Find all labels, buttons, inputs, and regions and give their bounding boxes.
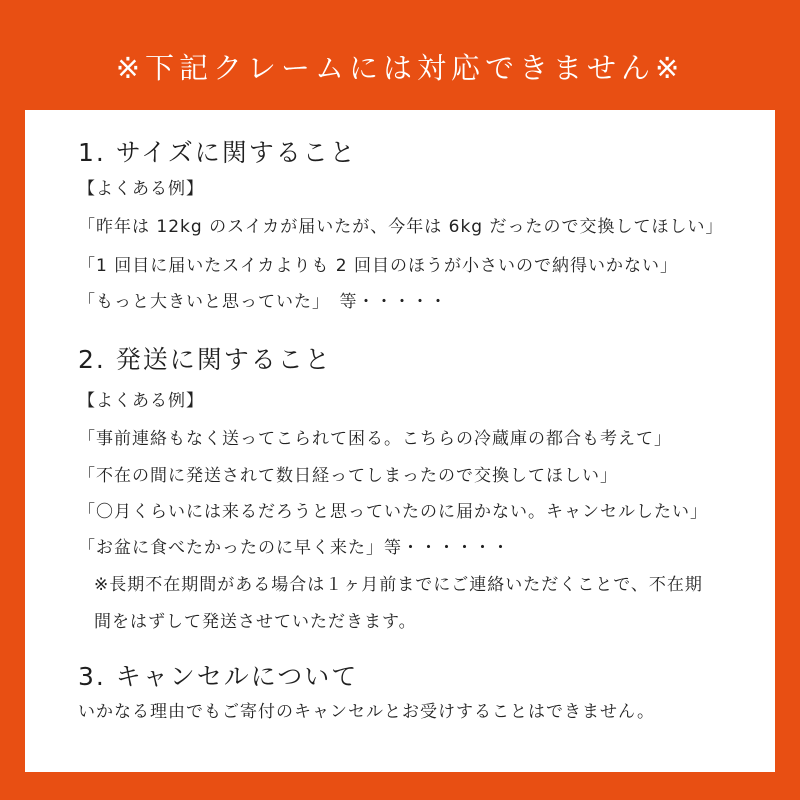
section-1-heading: 1. サイズに関すること: [78, 138, 357, 167]
section-3-heading: 3. キャンセルについて: [78, 662, 359, 691]
section-3-body: いかなる理由でもご寄付のキャンセルとお受けすることはできません。: [78, 702, 656, 722]
section-2-example-3: 「〇月くらいには来るだろうと思っていたのに届かない。キャンセルしたい」: [78, 502, 708, 522]
section-2-heading: 2. 発送に関すること: [78, 345, 332, 374]
section-1-examples-label: 【よくある例】: [78, 179, 204, 199]
section-2-example-2: 「不在の間に発送されて数日経ってしまったので交換してほしい」: [78, 466, 618, 486]
section-2-note-line-2: 間をはずして発送させていただきます。: [94, 612, 417, 632]
section-1-example-1: 「昨年は 12kg のスイカが届いたが、今年は 6kg だったので交換してほしい」: [78, 217, 724, 237]
banner-title: ※下記クレームには対応できません※: [115, 51, 685, 85]
section-1-example-3: 「もっと大きいと思っていた」 等・・・・・: [78, 292, 448, 312]
section-2-note-line-1: ※長期不在期間がある場合は１ヶ月前までにご連絡いただくことで、不在期: [94, 575, 703, 595]
section-2-example-4: 「お盆に食べたかったのに早く来た」等・・・・・・: [78, 538, 510, 558]
section-2-example-1: 「事前連絡もなく送ってこられて困る。こちらの冷蔵庫の都合も考えて」: [78, 429, 672, 449]
section-2-examples-label: 【よくある例】: [78, 391, 204, 411]
section-1-example-2: 「1 回目に届いたスイカよりも 2 回目のほうが小さいので納得いかない」: [78, 256, 678, 276]
